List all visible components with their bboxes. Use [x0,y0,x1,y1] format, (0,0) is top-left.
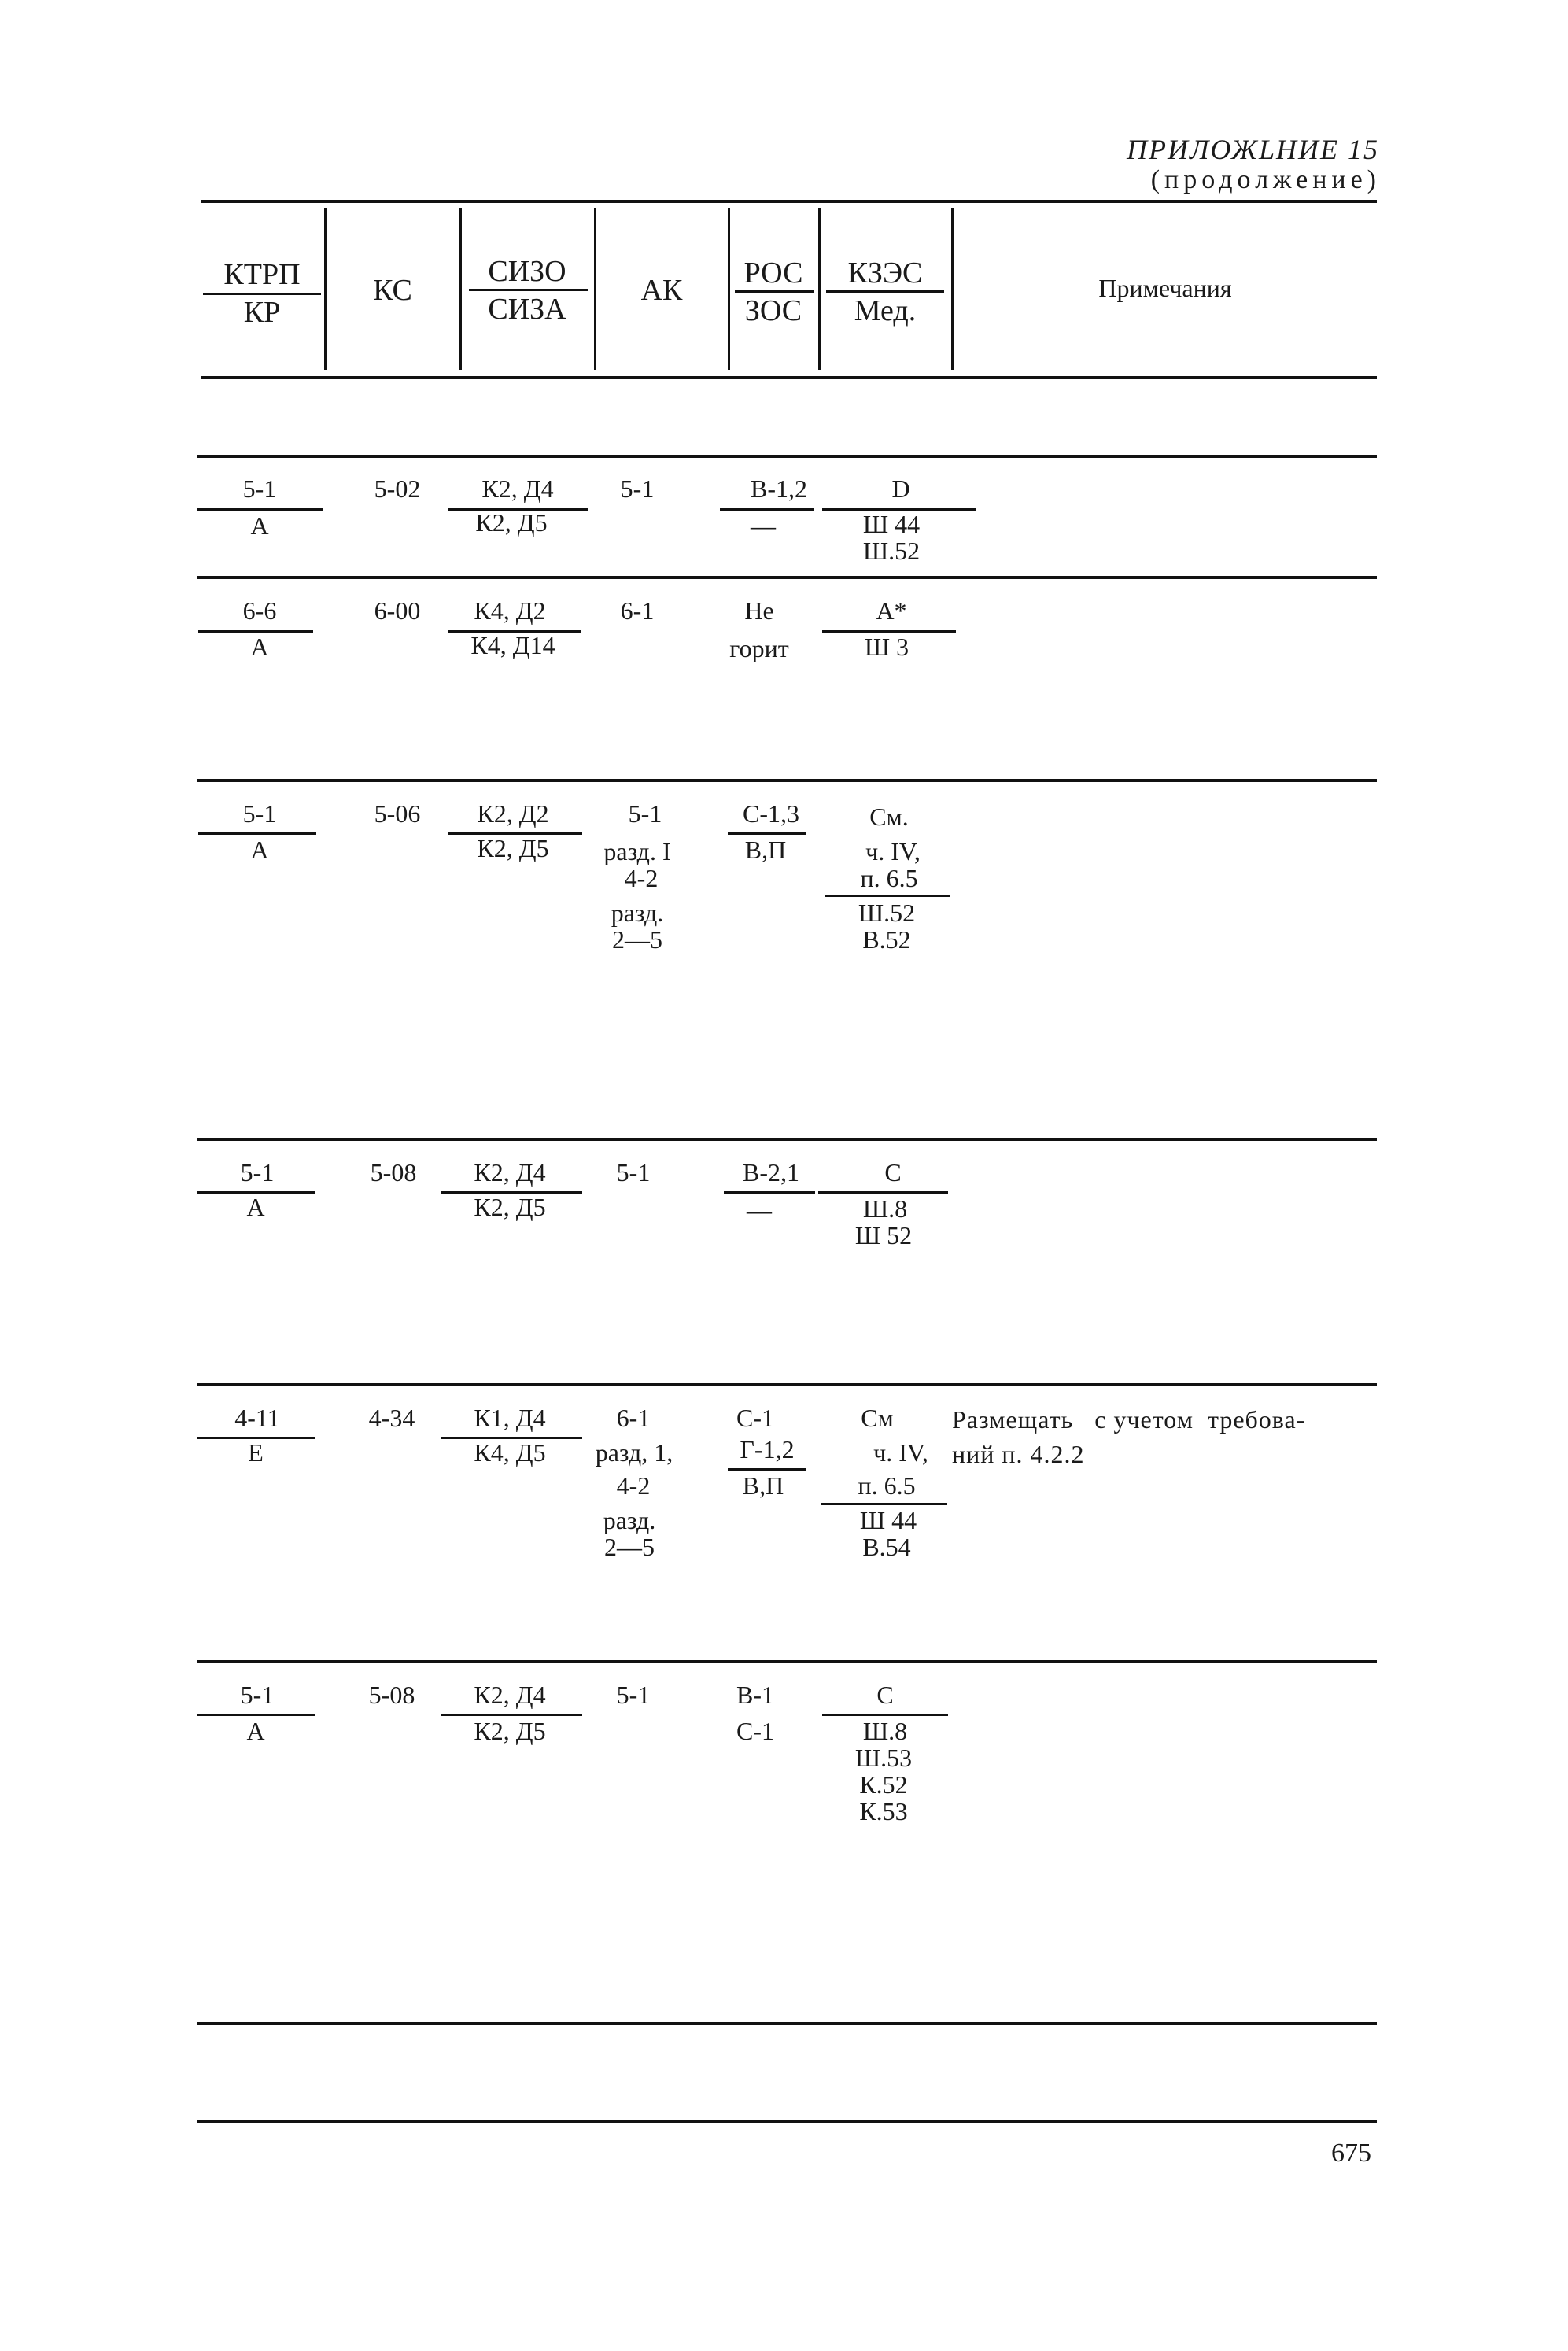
appendix-subtitle: (продолжение) [1150,165,1381,194]
fraction-line [818,1191,948,1194]
cell-ktrp: 5-1 [240,1681,275,1709]
header-kzes-fraction-line [826,290,944,293]
header-divider-4 [728,208,730,370]
cell-med: Ш.53 [854,1744,913,1772]
cell-note: ний п. 4.2.2 [952,1440,1085,1468]
cell-ak: 2—5 [604,1533,655,1561]
cell-ak: 4-2 [616,1471,651,1500]
cell-med: Ш 52 [854,1221,913,1249]
cell-ak: разд. [603,1506,656,1534]
cell-kr: А [246,1717,265,1745]
cell-ak: разд, 1, [595,1438,673,1467]
cell-kr: А [250,836,269,864]
fraction-line [825,895,950,897]
cell-med: К.53 [859,1797,908,1825]
header-top-rule [201,200,1377,203]
fraction-line [728,832,806,835]
header-ktrp-fraction-line [203,293,321,295]
header-sizo-fraction-line [469,289,588,291]
header-notes: Примечания [1098,274,1232,302]
cell-ros: горит [729,634,789,662]
fraction-line [198,832,316,835]
header-divider-2 [459,208,462,370]
fraction-line [821,1503,947,1505]
cell-ks: 5-08 [370,1158,417,1187]
table-bottom-rule [197,2120,1377,2123]
cell-sizo: К2, Д4 [474,1681,546,1709]
header-siza: СИЗА [488,293,566,326]
cell-ak: 5-1 [616,1681,651,1709]
cell-med: Ш.8 [862,1717,908,1745]
cell-kr: Е [248,1438,264,1467]
cell-med: Ш 44 [862,510,921,538]
fraction-line [441,1714,582,1716]
cell-ak: 4-2 [624,864,659,892]
cell-ks: 4-34 [368,1404,415,1432]
cell-kzes: ч. IV, [873,1438,928,1467]
cell-med: В.54 [862,1533,911,1561]
cell-siza: К2, Д5 [475,508,548,537]
header-zos: ЗОС [744,294,802,327]
header-ktrp: КТРП [223,258,301,291]
cell-siza: К2, Д5 [474,1717,546,1745]
cell-sizo: К2, Д4 [474,1158,546,1187]
cell-sizo: К1, Д4 [474,1404,546,1432]
fraction-line [197,508,323,511]
cell-med: В.52 [862,925,911,954]
cell-ktrp: 4-11 [234,1404,280,1432]
header-ak: АК [640,274,683,307]
header-kr: КР [243,296,281,329]
cell-zos: В,П [742,1471,784,1500]
cell-ros: С-1 [736,1404,774,1432]
cell-ak: 5-1 [616,1158,651,1187]
header-bottom-rule [201,376,1377,379]
header-divider-5 [818,208,821,370]
row-rule-2 [197,576,1377,579]
page-number: 675 [1331,2139,1371,2168]
cell-sizo: К2, Д4 [481,474,554,503]
cell-ak: разд. [611,899,664,927]
cell-kzes: ч. IV, [865,837,921,865]
fraction-line [720,508,814,511]
fraction-line [822,1714,948,1716]
cell-kr: А [250,633,269,661]
row-rule-1 [197,455,1377,458]
cell-zos: — [751,511,776,540]
row-rule-3 [197,779,1377,782]
cell-ktrp: 5-1 [242,799,277,828]
cell-ktrp: 6-6 [242,596,277,625]
cell-kr: А [246,1193,265,1221]
cell-kzes: См [861,1404,894,1432]
cell-kzes: А* [876,596,907,625]
cell-ros: Не [744,596,774,625]
cell-siza: К4, Д5 [474,1438,546,1467]
cell-kzes: п. 6.5 [858,1471,916,1500]
cell-ros: В-1 [736,1681,774,1709]
cell-ak: 5-1 [620,474,655,503]
cell-ak: 6-1 [620,596,655,625]
cell-ks: 5-08 [368,1681,415,1709]
cell-kzes: С [884,1158,902,1187]
appendix-title: ПРИЛОЖLНИЕ 15 [1127,134,1379,165]
cell-zos: — [747,1196,772,1224]
cell-kzes: D [891,474,910,503]
header-sizo: СИЗО [488,255,566,288]
cell-ros: В-1,2 [751,474,807,503]
cell-ros: С-1,3 [743,799,799,828]
row-rule-5 [197,1383,1377,1386]
cell-siza: К4, Д14 [470,631,555,659]
cell-siza: К2, Д5 [477,834,549,862]
fraction-line [728,1468,806,1471]
cell-kzes: п. 6.5 [860,864,918,892]
header-ros: РОС [743,257,803,290]
fraction-line [724,1191,815,1194]
cell-ak: 2—5 [612,925,662,954]
cell-med: Ш 3 [864,633,909,661]
cell-kzes: С [876,1681,894,1709]
cell-ak: 6-1 [616,1404,651,1432]
cell-kr: А [250,511,269,540]
cell-siza: К2, Д5 [474,1193,546,1221]
cell-ak: 5-1 [628,799,662,828]
cell-ks: 5-02 [374,474,421,503]
cell-sizo: К4, Д2 [474,596,546,625]
row-rule-4 [197,1138,1377,1141]
cell-med: Ш.52 [862,537,921,565]
cell-sizo: К2, Д2 [477,799,549,828]
header-ros-fraction-line [735,290,814,293]
cell-ks: 6-00 [374,596,421,625]
header-kzes: КЗЭС [847,257,923,290]
cell-med: Ш.8 [862,1194,908,1223]
cell-ros: Г-1,2 [740,1435,795,1463]
cell-ks: 5-06 [374,799,421,828]
cell-ros: В-2,1 [743,1158,799,1187]
header-med: Мед. [854,294,917,327]
row-rule-7 [197,2022,1377,2025]
cell-ros: С-1 [736,1717,774,1745]
cell-med: Ш.52 [858,899,916,927]
header-ks: КС [373,274,412,307]
cell-ktrp: 5-1 [242,474,277,503]
cell-ktrp: 5-1 [240,1158,275,1187]
cell-zos: В,П [744,836,787,864]
cell-med: К.52 [859,1770,908,1799]
cell-med: Ш 44 [859,1506,917,1534]
cell-kzes: См. [869,803,909,831]
row-rule-6 [197,1660,1377,1663]
cell-note: Размещать с учетом требова- [952,1405,1306,1434]
cell-ak: разд. I [603,837,671,865]
fraction-line [197,1714,315,1716]
